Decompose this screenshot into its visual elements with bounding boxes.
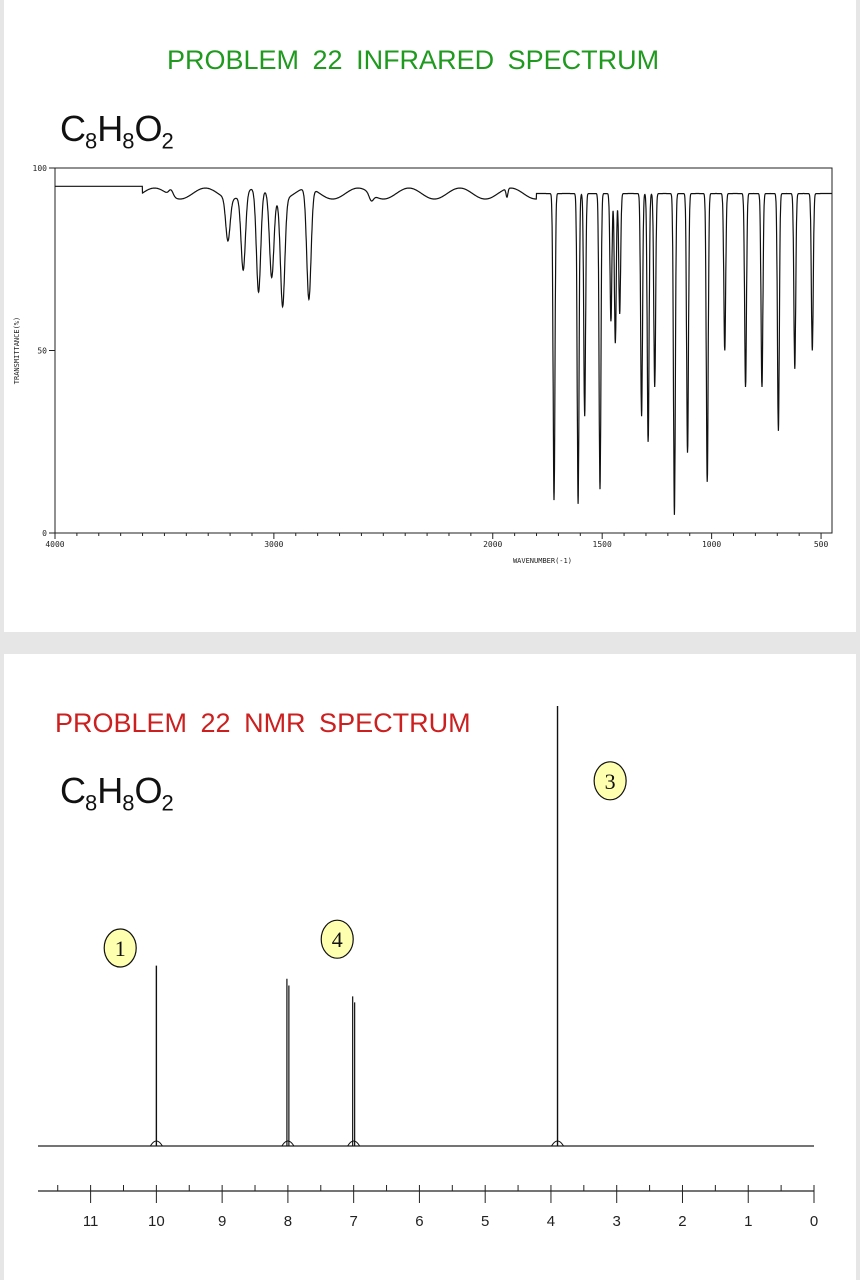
nmr-x-tick-label: 2 <box>678 1213 687 1230</box>
ir-x-tick-label: 2000 <box>483 540 503 549</box>
ir-x-axis-label: WAVENUMBER(-1) <box>512 557 572 565</box>
nmr-x-tick-label: 3 <box>612 1213 621 1230</box>
ir-x-tick-label: 500 <box>813 540 829 549</box>
ir-x-tick-label: 4000 <box>45 540 65 549</box>
ir-x-tick-label: 1500 <box>592 540 612 549</box>
nmr-formula-o: O <box>134 770 162 811</box>
nmr-peak-label-text: 3 <box>604 768 616 794</box>
ir-spectrum-panel <box>4 0 856 632</box>
nmr-peak-foot <box>348 1141 360 1146</box>
ir-plot-frame <box>55 168 832 533</box>
ir-formula-o: O <box>134 108 162 149</box>
nmr-x-tick-label: 4 <box>546 1213 556 1230</box>
ir-molecular-formula <box>60 108 174 155</box>
nmr-peak-label-text: 1 <box>114 936 126 961</box>
ir-formula-o-count: 2 <box>161 128 174 154</box>
ir-formula-h: H <box>97 108 123 149</box>
nmr-formula-h-count: 8 <box>122 790 135 816</box>
nmr-title: PROBLEM 22 NMR SPECTRUM <box>55 708 471 738</box>
ir-formula-c-count: 8 <box>85 128 98 154</box>
ir-formula-h-count: 8 <box>122 128 135 154</box>
nmr-formula-c: C <box>60 770 85 811</box>
ir-title: PROBLEM 22 INFRARED SPECTRUM <box>167 45 660 75</box>
ir-y-tick-label: 0 <box>42 529 47 538</box>
nmr-peak-foot <box>282 1141 294 1146</box>
nmr-x-tick-label: 1 <box>744 1213 753 1230</box>
ir-x-tick-label: 1000 <box>701 540 722 549</box>
nmr-formula-o-count: 2 <box>161 790 174 816</box>
nmr-chart <box>4 654 856 1280</box>
nmr-x-tick-label: 5 <box>481 1213 490 1230</box>
nmr-x-tick-label: 6 <box>415 1213 424 1230</box>
nmr-formula-h: H <box>97 770 123 811</box>
ir-formula-c: C <box>60 108 85 149</box>
nmr-formula-c-count: 8 <box>85 790 98 816</box>
nmr-peak-label-text: 4 <box>331 927 343 953</box>
nmr-spectrum-panel <box>4 654 856 1280</box>
ir-spectrum-line <box>55 186 832 515</box>
nmr-x-tick-label: 10 <box>148 1213 165 1230</box>
ir-y-tick-label: 50 <box>37 346 47 356</box>
nmr-x-tick-label: 8 <box>283 1213 293 1230</box>
ir-y-axis-label: TRANSMITTANCE(%) <box>13 316 21 385</box>
ir-y-tick-label: 100 <box>32 164 47 173</box>
ir-x-tick-label: 3000 <box>264 540 284 549</box>
nmr-x-tick-label: 0 <box>809 1213 819 1230</box>
nmr-x-tick-label: 9 <box>217 1213 227 1230</box>
ir-chart <box>4 0 856 632</box>
nmr-x-tick-label: 11 <box>82 1213 99 1230</box>
nmr-x-tick-label: 7 <box>349 1213 358 1230</box>
nmr-molecular-formula <box>60 770 174 817</box>
